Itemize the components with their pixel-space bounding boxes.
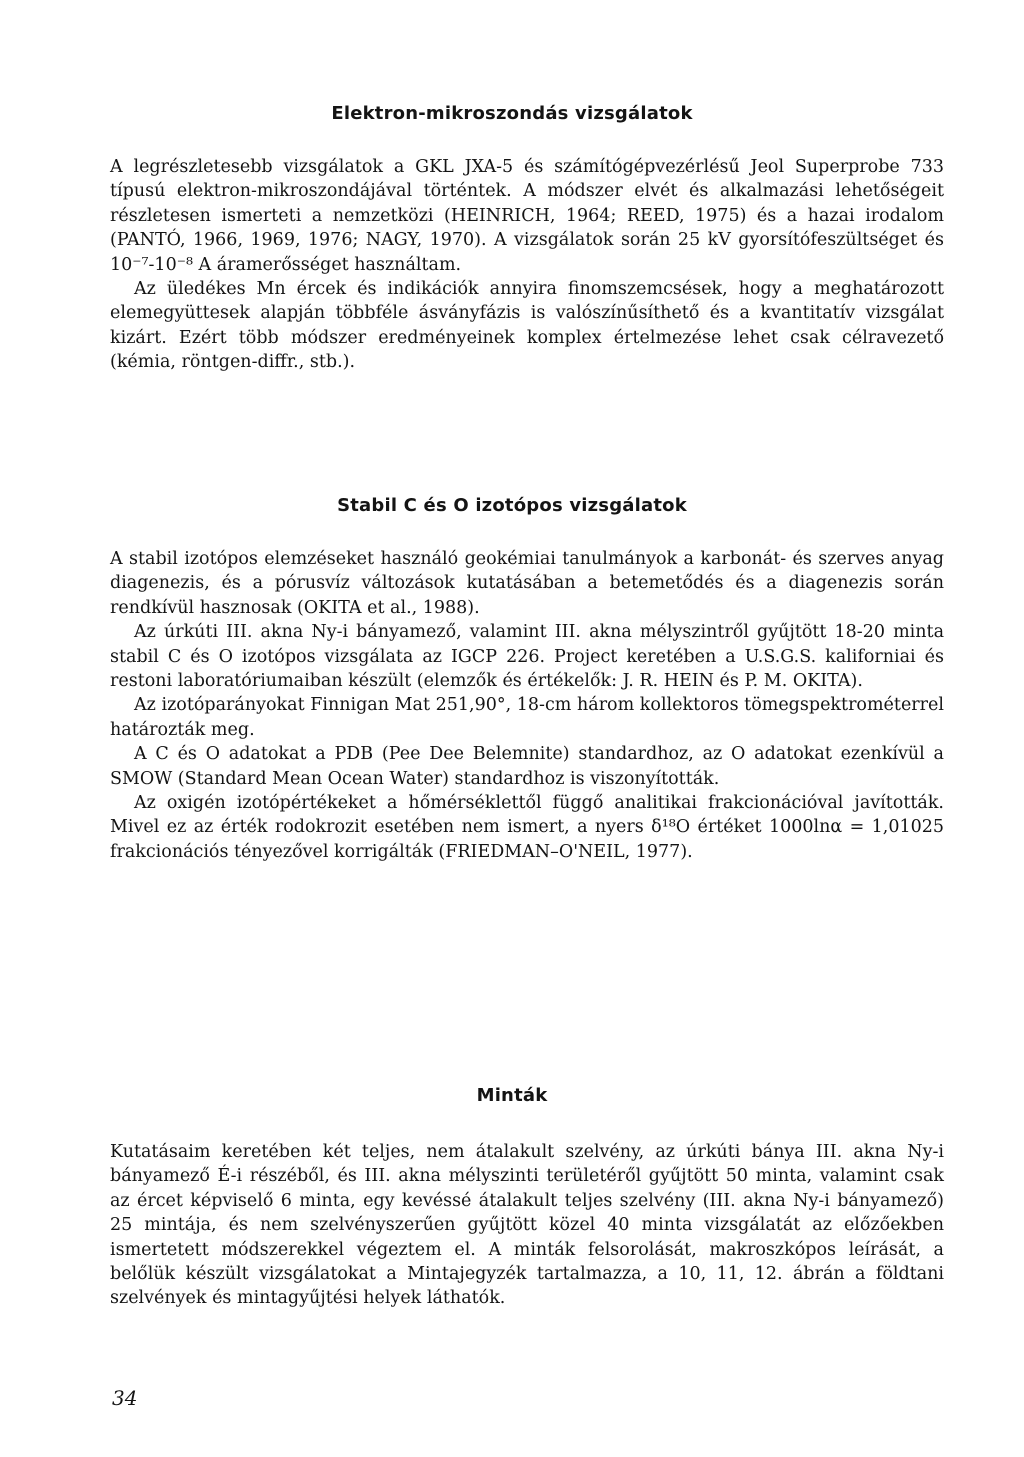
section-electron-microprobe-body: [110, 155, 944, 375]
section-heading-electron-microprobe: Elektron-mikroszondás vizsgálatok: [331, 103, 693, 124]
paragraph: Az oxigén izotópértékeket a hőmérséklettől függő analitikai frakcionációval javították. Mivel ez az érték rodokrozit esetében nem ismert, a nyers δ¹⁸O értéket 1000lnα = 1,01025 frakcionációs tényezővel korrigálták (FRIEDMAN–O'NEIL, 1977).: [110, 793, 944, 862]
section-heading-samples: Minták: [476, 1085, 548, 1106]
paragraph: A C és O adatokat a PDB (Pee Dee Belemnite) standardhoz, az O adatokat ezenkívül a SMOW (Standard Mean Ocean Water) standardhoz is viszonyították.: [110, 744, 944, 789]
paragraph: Az úrkúti III. akna Ny-i bányamező, valamint III. akna mélyszintről gyűjtött 18-20 minta stabil C és O izotópos vizsgálata az IGCP 226. Project keretében a U.S.G.S. kaliforniai és restoni laboratóriumaiban készült (elemzők és értékelők: J. R. HEIN és P. M. OKITA).: [110, 622, 944, 692]
paragraph: Kutatásaim keretében két teljes, nem átalakult szelvény, az úrkúti bánya III. akna Ny-i bányamező É-i részéből, és III. akna mélyszinti területéről gyűjtött 50 minta, valamint csak az ércet képviselő 6 minta, egy kevéssé átalakult teljes szelvény (III. akna Ny-i bányamező) 25 mintája, és nem szelvényszerűen gyűjtött közel 40 minta vizsgálatát az előzőekben ismertetett módszerekkel végeztem el. A minták felsorolását, makroszkópos leírását, a belőlük készült vizsgálatokat a Mintajegyzék tartalmazza, a 10, 11, 12. ábrán a földtani szelvények és mintagyűjtési helyek láthatók.: [110, 1142, 944, 1309]
page-number: 34: [112, 1386, 138, 1410]
paragraph: A stabil izotópos elemzéseket használó geokémiai tanulmányok a karbonát- és szerves anyag diagenezis, és a pórusvíz változások kutatásában a betemetődés és a diagenezis során rendkívül hasznosak (OKITA et al., 1988).: [110, 549, 944, 618]
paragraph: Az izotóparányokat Finnigan Mat 251,90°, 18-cm három kollektoros tömegspektrométerrel határozták meg.: [110, 695, 944, 740]
paragraph: Az üledékes Mn ércek és indikációk annyira finomszemcsések, hogy a meghatározott elemegyüttesek alapján többféle ásványfázis is valószínűsíthető és a kvantitatív vizsgálat kizárt. Ezért több módszer eredményeinek komplex értelmezése lehet csak célravezető (kémia, röntgen-diffr., stb.).: [110, 279, 944, 373]
section-heading-stable-isotope: Stabil C és O izotópos vizsgálatok: [337, 495, 687, 516]
section-samples-body: [110, 1140, 944, 1311]
section-stable-isotope-body: [110, 547, 944, 864]
paragraph: A legrészletesebb vizsgálatok a GKL JXA-5 és számítógépvezérlésű Jeol Superprobe 733 típusú elektron-mikroszondájával történtek. A módszer elvét és alkalmazási lehetőségeit részletesen ismerteti a nemzetközi (HEINRICH, 1964; REED, 1975) és a hazai irodalom (PANTÓ, 1966, 1969, 1976; NAGY, 1970). A vizsgálatok során 25 kV gyorsítófeszültséget és 10⁻⁷-10⁻⁸ A áramerősséget használtam.: [110, 157, 944, 275]
